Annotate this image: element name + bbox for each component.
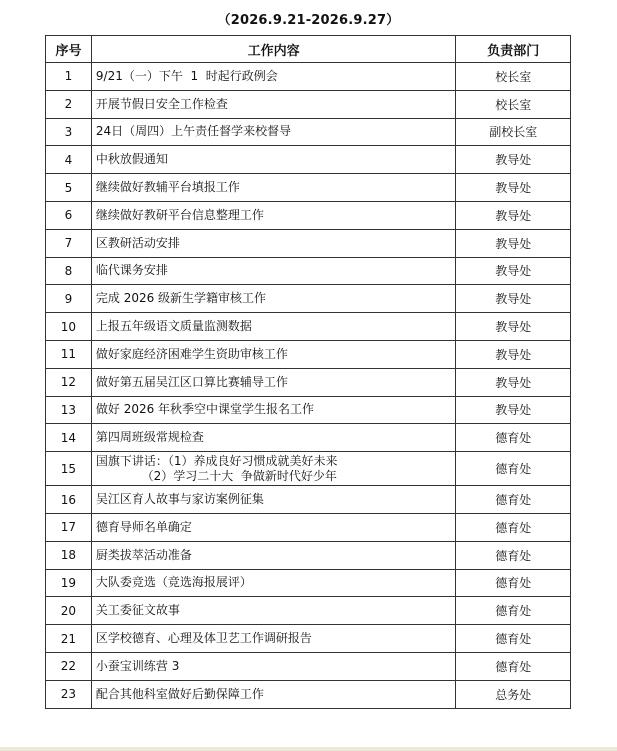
row-number-cell: 11 <box>46 340 92 368</box>
task-cell: 做好 2026 年秋季空中课堂学生报名工作 <box>91 396 456 424</box>
table-row <box>46 486 571 514</box>
row-number-cell: 15 <box>46 452 92 486</box>
row-number-cell: 2 <box>46 90 92 118</box>
task-cell: 第四周班级常规检查 <box>91 424 456 452</box>
table-row <box>46 118 571 146</box>
row-number-cell: 14 <box>46 424 92 452</box>
table-row <box>46 313 571 341</box>
table-row <box>46 396 571 424</box>
table-row <box>46 652 571 680</box>
task-cell: 大队委竞选（竞选海报展评） <box>91 569 456 597</box>
table-row <box>46 513 571 541</box>
task-cell: 厨类拔萃活动准备 <box>91 541 456 569</box>
row-number-cell: 4 <box>46 146 92 174</box>
department-cell: 德育处 <box>456 452 571 486</box>
task-cell: 中秋放假通知 <box>91 146 456 174</box>
row-number-cell: 7 <box>46 229 92 257</box>
table-row <box>46 257 571 285</box>
row-number-cell: 8 <box>46 257 92 285</box>
department-cell: 德育处 <box>456 597 571 625</box>
task-cell: 国旗下讲话：（1）养成良好习惯成就美好未来 （2）学习二十大 争做新时代好少年 <box>91 452 456 486</box>
row-number-cell: 18 <box>46 541 92 569</box>
department-cell: 德育处 <box>456 424 571 452</box>
department-cell: 教导处 <box>456 174 571 202</box>
date-range-title: （2026.9.21-2026.9.27） <box>217 13 400 28</box>
department-cell: 教导处 <box>456 257 571 285</box>
department-cell: 德育处 <box>456 513 571 541</box>
table-row <box>46 368 571 396</box>
task-cell: 德育导师名单确定 <box>91 513 456 541</box>
table-row <box>46 424 571 452</box>
department-cell: 教导处 <box>456 285 571 313</box>
task-cell: 区教研活动安排 <box>91 229 456 257</box>
table-row <box>46 680 571 708</box>
table-header-row <box>46 36 571 63</box>
department-cell: 德育处 <box>456 541 571 569</box>
task-cell: 完成 2026 级新生学籍审核工作 <box>91 285 456 313</box>
row-number-cell: 20 <box>46 597 92 625</box>
department-cell: 教导处 <box>456 340 571 368</box>
table-row <box>46 625 571 653</box>
table-row <box>46 285 571 313</box>
table-row <box>46 597 571 625</box>
department-cell: 副校长室 <box>456 118 571 146</box>
department-cell: 教导处 <box>456 201 571 229</box>
task-cell: 上报五年级语文质量监测数据 <box>91 313 456 341</box>
department-cell: 教导处 <box>456 146 571 174</box>
row-number-cell: 6 <box>46 201 92 229</box>
task-cell: 配合其他科室做好后勤保障工作 <box>91 680 456 708</box>
department-cell: 校长室 <box>456 63 571 91</box>
row-number-cell: 21 <box>46 625 92 653</box>
department-cell: 教导处 <box>456 396 571 424</box>
task-cell: 继续做好教研平台信息整理工作 <box>91 201 456 229</box>
table-row <box>46 201 571 229</box>
weekly-schedule-table <box>45 35 571 709</box>
department-cell: 教导处 <box>456 229 571 257</box>
row-number-cell: 10 <box>46 313 92 341</box>
row-number-cell: 1 <box>46 63 92 91</box>
row-number-cell: 17 <box>46 513 92 541</box>
task-cell: 24日（周四）上午责任督学来校督导 <box>91 118 456 146</box>
department-cell: 德育处 <box>456 625 571 653</box>
department-cell: 德育处 <box>456 486 571 514</box>
row-number-cell: 9 <box>46 285 92 313</box>
table-row <box>46 452 571 486</box>
task-cell: 关工委征文故事 <box>91 597 456 625</box>
row-number-cell: 3 <box>46 118 92 146</box>
table-row <box>46 569 571 597</box>
task-cell: 做好第五届吴江区口算比赛辅导工作 <box>91 368 456 396</box>
table-row <box>46 63 571 91</box>
row-number-cell: 23 <box>46 680 92 708</box>
task-cell: 做好家庭经济困难学生资助审核工作 <box>91 340 456 368</box>
row-number-cell: 19 <box>46 569 92 597</box>
column-header-task: 工作内容 <box>91 36 456 63</box>
task-cell: 小蚕宝训练营 3 <box>91 652 456 680</box>
table-row <box>46 174 571 202</box>
row-number-cell: 12 <box>46 368 92 396</box>
table-row <box>46 229 571 257</box>
department-cell: 德育处 <box>456 569 571 597</box>
task-cell: 吴江区育人故事与家访案例征集 <box>91 486 456 514</box>
row-number-cell: 5 <box>46 174 92 202</box>
department-cell: 教导处 <box>456 368 571 396</box>
row-number-cell: 13 <box>46 396 92 424</box>
window-bottom-strip <box>0 747 617 751</box>
table-row <box>46 541 571 569</box>
department-cell: 校长室 <box>456 90 571 118</box>
table-row <box>46 90 571 118</box>
table-row <box>46 340 571 368</box>
row-number-cell: 16 <box>46 486 92 514</box>
task-cell: 开展节假日安全工作检查 <box>91 90 456 118</box>
department-cell: 教导处 <box>456 313 571 341</box>
task-cell: 9/21（一）下午 1 时起行政例会 <box>91 63 456 91</box>
column-header-number: 序号 <box>46 36 92 63</box>
table-row <box>46 146 571 174</box>
row-number-cell: 22 <box>46 652 92 680</box>
column-header-department: 负责部门 <box>456 36 571 63</box>
task-cell: 继续做好教辅平台填报工作 <box>91 174 456 202</box>
department-cell: 德育处 <box>456 652 571 680</box>
task-cell: 区学校德育、心理及体卫艺工作调研报告 <box>91 625 456 653</box>
task-cell: 临代课务安排 <box>91 257 456 285</box>
department-cell: 总务处 <box>456 680 571 708</box>
